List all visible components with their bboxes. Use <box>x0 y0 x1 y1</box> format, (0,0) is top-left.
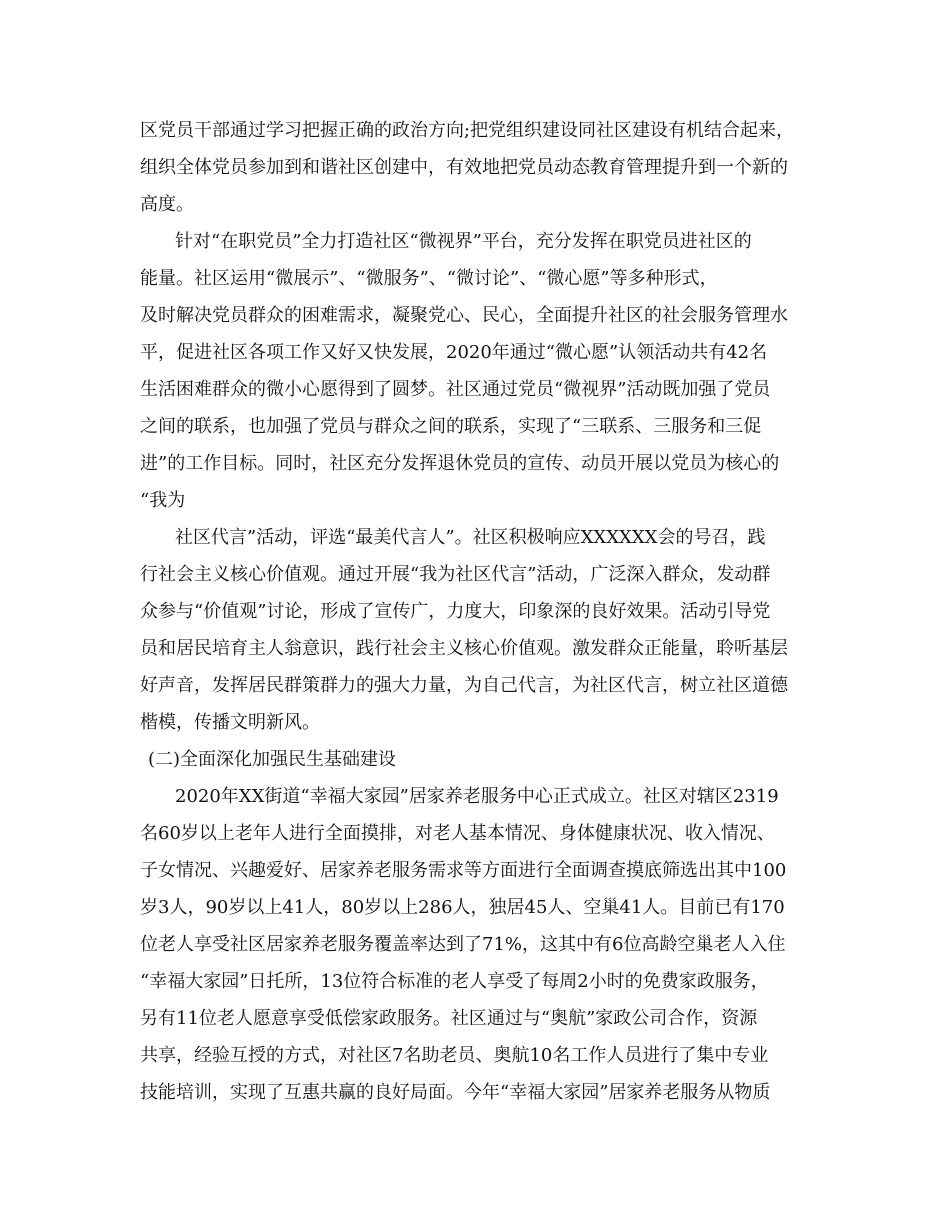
text-line: 名60岁以上老年人进行全面摸排，对老人基本情况、身体健康状况、收入情况、 <box>140 823 775 844</box>
text-line: 楷模，传播文明新风。 <box>140 712 320 733</box>
text-line: “幸福大家园”日托所，13位符合标准的老人享受了每周2小时的免费家政服务， <box>140 971 769 992</box>
text-line: “我为 <box>140 490 186 511</box>
text-line: 众参与“价值观”讨论，形成了宣传广，力度大，印象深的良好效果。活动引导党 <box>140 601 771 622</box>
text-line: 之间的联系，也加强了党员与群众之间的联系，实现了“三联系、三服务和三促 <box>140 416 762 437</box>
text-line: 高度。 <box>140 194 194 215</box>
text-line: 技能培训，实现了互惠共赢的良好局面。今年“幸福大家园”居家养老服务从物质 <box>140 1082 771 1103</box>
text-line: 另有11位老人愿意享受低偿家政服务。社区通过与“奥航”家政公司合作，资源 <box>140 1008 758 1029</box>
text-line: 平，促进社区各项工作又好又快发展，2020年通过“微心愿”认领活动共有42名 <box>140 342 768 363</box>
text-line: 岁3人，90岁以上41人，80岁以上286人，独居45人、空巢41人。目前已有170 <box>140 897 785 918</box>
section-heading: (二)全面深化加强民生基础建设 <box>148 749 397 770</box>
text-line: 针对“在职党员”全力打造社区“微视界”平台，充分发挥在职党员进社区的 <box>175 231 752 252</box>
text-line: 好声音，发挥居民群策群力的强大力量，为自己代言，为社区代言，树立社区道德 <box>140 675 788 696</box>
text-line: 社区代言”活动，评选“最美代言人”。社区积极响应XXXXXX会的号召，践 <box>175 527 766 548</box>
text-line: 生活困难群众的微小心愿得到了圆梦。社区通过党员“微视界”活动既加强了党员 <box>140 379 771 400</box>
text-line: 2020年XX街道“幸福大家园”居家养老服务中心正式成立。社区对辖区2319 <box>175 786 779 807</box>
text-line: 能量。社区运用“微展示”、“微服务”、“微讨论”、“微心愿”等多种形式， <box>140 268 718 289</box>
text-line: 区党员干部通过学习把握正确的政治方向;把党组织建设同社区建设有机结合起来， <box>140 120 795 141</box>
text-line: 子女情况、兴趣爱好、居家养老服务需求等方面进行全面调查摸底筛选出其中100 <box>140 860 787 881</box>
text-line: 进”的工作目标。同时，社区充分发挥退休党员的宣传、动员开展以党员为核心的 <box>140 453 780 474</box>
text-line: 组织全体党员参加到和谐社区创建中，有效地把党员动态教育管理提升到一个新的 <box>140 157 788 178</box>
text-line: 及时解决党员群众的困难需求，凝聚党心、民心，全面提升社区的社会服务管理水 <box>140 305 788 326</box>
text-line: 行社会主义核心价值观。通过开展“我为社区代言”活动，广泛深入群众，发动群 <box>140 564 771 585</box>
text-line: 位老人享受社区居家养老服务覆盖率达到了71%，这其中有6位高龄空巢老人入住 <box>140 934 786 955</box>
text-line: 员和居民培育主人翁意识，践行社会主义核心价值观。激发群众正能量，聆听基层 <box>140 638 788 659</box>
text-line: 共享，经验互授的方式，对社区7名助老员、奥航10名工作人员进行了集中专业 <box>140 1045 769 1066</box>
